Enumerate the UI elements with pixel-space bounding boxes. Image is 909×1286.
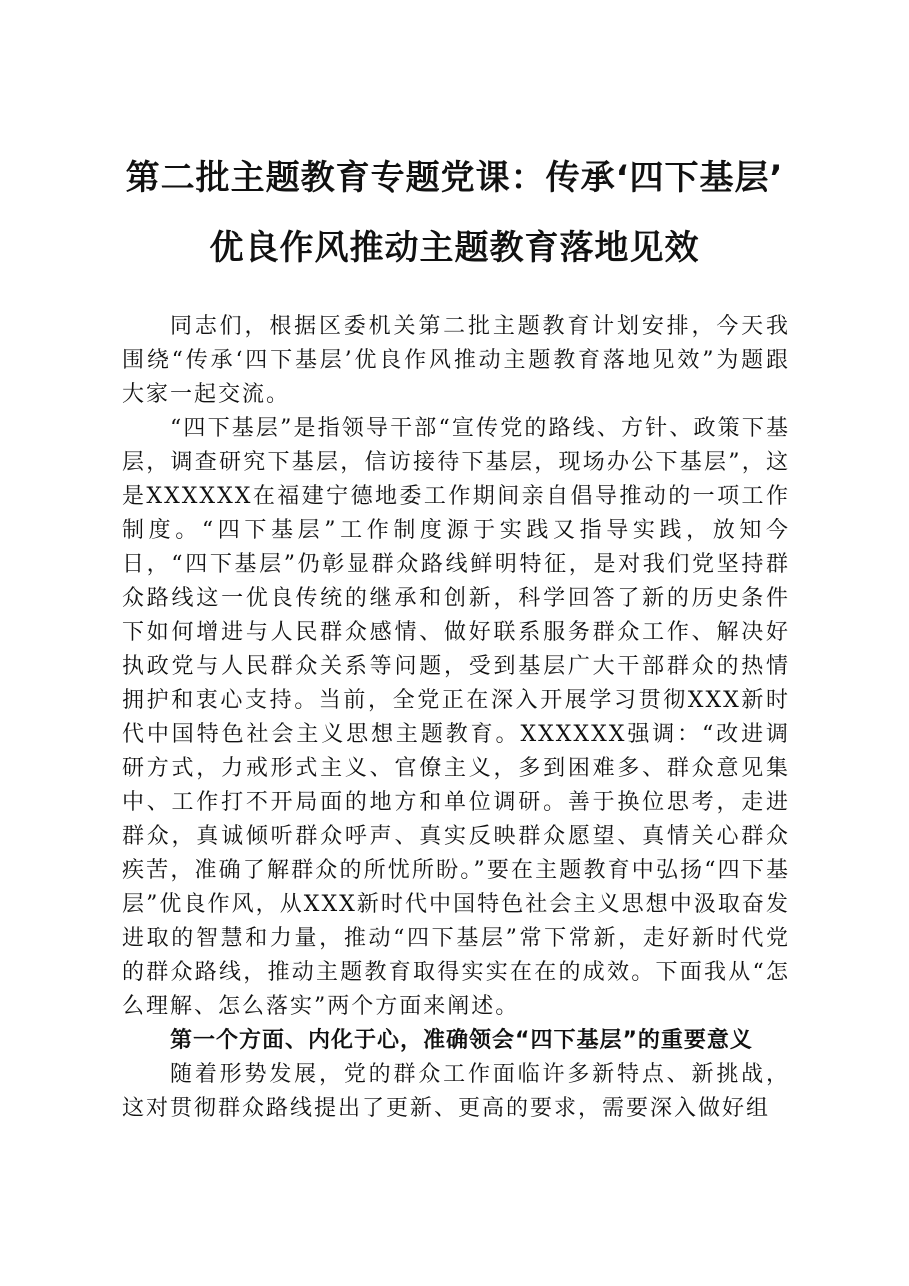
paragraph-main: “四下基层”是指领导干部“宣传党的路线、方针、政策下基层，调查研究下基层，信访接待下基层，现场办公下基层”，这是XXXXXX在福建宁德地委工作期间亲自倡导推动的一项工作制度。“四下基层”工作制度源于实践又指导实践，放知今日，“四下基层”仍彰显群众路线鲜明特征，是对我们党坚持群众路线这一优良传统的继承和创新，科学回答了新的历史条件下如何增进与人民群众感情、做好联系服务群众工作、解决好执政党与人民群众关系等问题，受到基层广大干部群众的热情拥护和衷心支持。当前，全党正在深入开展学习贯彻XXX新时代中国特色社会主义思想主题教育。XXXXXX强调：“改进调研方式，力戒形式主义、官僚主义，多到困难多、群众意见集中、工作打不开局面的地方和单位调研。善于换位思考，走进群众，真诚倾听群众呼声、真实反映群众愿望、真情关心群众疾苦，准确了解群众的所忧所盼。”要在主题教育中弘扬“四下基层”优良作风，从XXX新时代中国特色社会主义思想中汲取奋发进取的智慧和力量，推动“四下基层”常下常新，走好新时代党的群众路线，推动主题教育取得实实在在的成效。下面我从“怎么理解、怎么落实”两个方面来阐述。 bbox=[122, 416, 790, 1019]
paragraph-intro: 同志们，根据区委机关第二批主题教育计划安排，今天我围绕“传承‘四下基层’优良作风推动主题教育落地见效”为题跟大家一起交流。 bbox=[122, 314, 790, 407]
document-title-line-2: 优良作风推动主题教育落地见效 bbox=[209, 228, 700, 268]
paragraph-section-start: 随着形势发展，党的群众工作面临许多新特点、新挑战，这对贯彻群众路线提出了更新、更高的要求，需要深入做好组 bbox=[122, 1062, 790, 1121]
document-body bbox=[122, 310, 790, 1126]
section-heading: 第一个方面、内化于心，准确领会“四下基层”的重要意义 bbox=[170, 1028, 753, 1053]
document-title-line-1: 第二批主题教育专题党课：传承‘四下基层’ bbox=[125, 158, 784, 198]
